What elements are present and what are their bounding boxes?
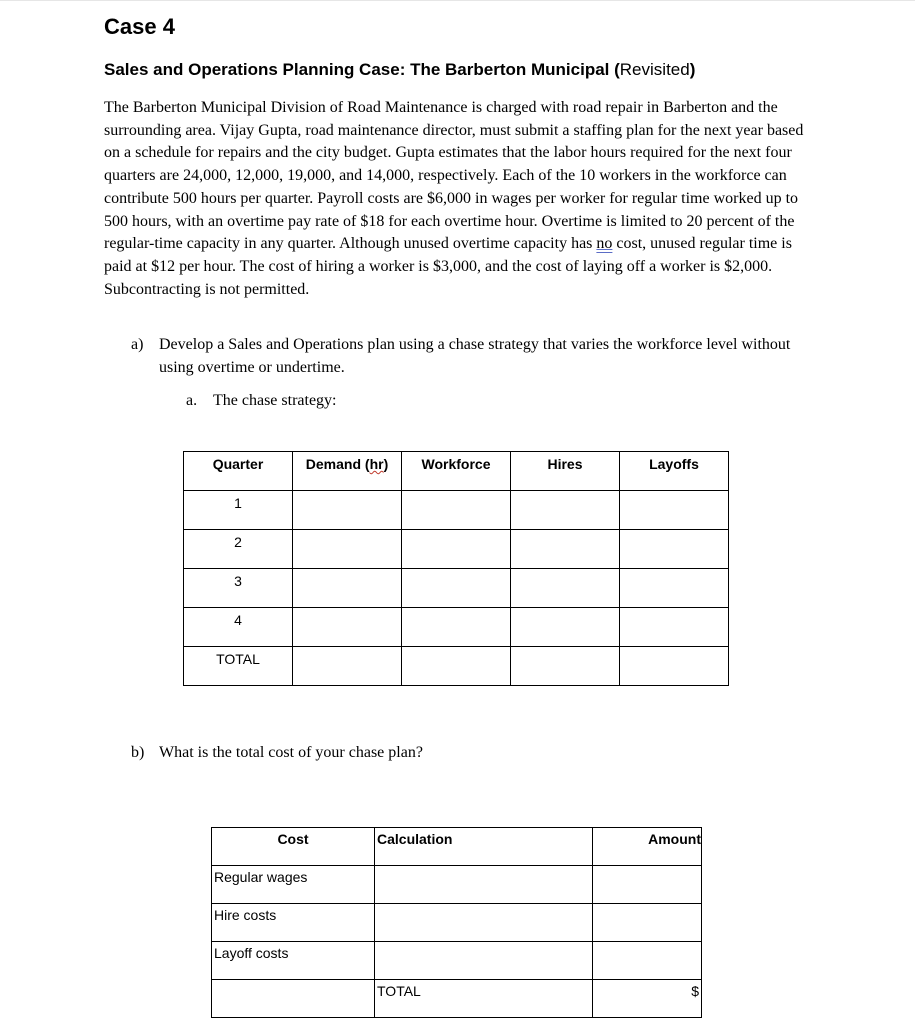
header-amount: Amount <box>593 828 702 866</box>
table-row <box>184 491 729 530</box>
sub-a-text: The chase strategy: <box>213 392 337 409</box>
demand-prefix: Demand ( <box>305 456 370 472</box>
empty-cost-cell <box>212 980 375 1018</box>
demand-unit: hr <box>369 456 384 472</box>
chase-strategy-table <box>183 451 729 686</box>
paragraph-part2: cost, unused regular time is paid at $12 per hour. The cost of hiring a worker is $3,000, and the cost of laying off a worker is $2,000. Subcontracting is not permitted. <box>104 235 792 298</box>
question-a <box>131 334 791 379</box>
layoffs-cell[interactable] <box>620 569 729 608</box>
workforce-cell[interactable] <box>402 491 511 530</box>
layoffs-cell[interactable] <box>620 608 729 647</box>
workforce-cell[interactable] <box>402 569 511 608</box>
quarter-cell: 2 <box>184 530 293 569</box>
table-header-row <box>184 452 729 491</box>
hires-cell[interactable] <box>511 569 620 608</box>
hires-total-cell[interactable] <box>511 647 620 686</box>
subtitle-open-paren: ( <box>614 60 620 79</box>
cost-header-row <box>212 828 702 866</box>
dollar-sign: $ <box>691 983 699 999</box>
table-total-row <box>184 647 729 686</box>
paragraph-underlined-word: no <box>596 235 613 253</box>
top-divider <box>0 0 915 1</box>
header-layoffs: Layoffs <box>620 452 729 491</box>
table-row <box>184 530 729 569</box>
hires-cell[interactable] <box>511 530 620 569</box>
demand-cell[interactable] <box>293 491 402 530</box>
subtitle-close-paren: ) <box>689 60 696 79</box>
header-quarter: Quarter <box>184 452 293 491</box>
case-subtitle <box>104 60 695 80</box>
quarter-cell: 3 <box>184 569 293 608</box>
layoffs-cell[interactable] <box>620 491 729 530</box>
cost-table <box>211 827 702 1018</box>
header-demand <box>293 452 402 491</box>
total-label-cell: TOTAL <box>375 980 593 1018</box>
cost-label-cell: Hire costs <box>212 904 375 942</box>
table-row <box>184 608 729 647</box>
sub-question-a <box>186 392 337 410</box>
demand-cell[interactable] <box>293 530 402 569</box>
case-paragraph <box>104 97 816 301</box>
cost-row <box>212 942 702 980</box>
cost-row <box>212 866 702 904</box>
hires-cell[interactable] <box>511 491 620 530</box>
workforce-cell[interactable] <box>402 530 511 569</box>
hires-cell[interactable] <box>511 608 620 647</box>
cost-total-row <box>212 980 702 1018</box>
quarter-cell: 1 <box>184 491 293 530</box>
workforce-total-cell[interactable] <box>402 647 511 686</box>
amount-cell[interactable] <box>593 904 702 942</box>
cost-label-cell: Regular wages <box>212 866 375 904</box>
subtitle-revisited: Revisited <box>619 60 690 79</box>
case-title: Case 4 <box>104 14 175 39</box>
sub-a-marker: a. <box>186 392 198 409</box>
layoffs-cell[interactable] <box>620 530 729 569</box>
question-b-text: What is the total cost of your chase plan? <box>159 744 423 761</box>
demand-total-cell[interactable] <box>293 647 402 686</box>
amount-cell[interactable] <box>593 866 702 904</box>
demand-cell[interactable] <box>293 608 402 647</box>
subtitle-main: Sales and Operations Planning Case: The Barberton Municipal <box>104 60 615 79</box>
question-b <box>131 744 423 762</box>
demand-suffix: ) <box>383 456 389 472</box>
layoffs-total-cell[interactable] <box>620 647 729 686</box>
header-calculation: Calculation <box>375 828 593 866</box>
header-cost: Cost <box>212 828 375 866</box>
cost-label-cell: Layoff costs <box>212 942 375 980</box>
question-a-marker: a) <box>131 336 144 353</box>
header-hires: Hires <box>511 452 620 491</box>
table-row <box>184 569 729 608</box>
question-a-text: Develop a Sales and Operations plan using a chase strategy that varies the workforce level without using overtime or undertime. <box>159 336 791 376</box>
quarter-cell: 4 <box>184 608 293 647</box>
paragraph-part1: The Barberton Municipal Division of Road Maintenance is charged with road repair in Barberton and the surrounding area. Vijay Gupta, road maintenance director, must submit a staffing plan for the next year based on a schedule for repairs and the city budget. Gupta estimates that the labor hours required for the next four quarters are 24,000, 12,000, 19,000, and 14,000, respectively. Each of the 10 workers in the workforce can contribute 500 hours per quarter. Payroll costs are $6,000 in wages per worker for regular time worked up to 500 hours, with an overtime pay rate of $18 for each overtime hour. Overtime is limited to 20 percent of the regular-time capacity in any quarter. Although unused overtime capacity has <box>104 99 804 253</box>
calculation-cell[interactable] <box>375 904 593 942</box>
demand-cell[interactable] <box>293 569 402 608</box>
question-b-marker: b) <box>131 744 145 761</box>
workforce-cell[interactable] <box>402 608 511 647</box>
calculation-cell[interactable] <box>375 866 593 904</box>
amount-cell[interactable] <box>593 942 702 980</box>
total-label-cell: TOTAL <box>184 647 293 686</box>
calculation-cell[interactable] <box>375 942 593 980</box>
total-amount-cell[interactable] <box>593 980 702 1018</box>
header-workforce: Workforce <box>402 452 511 491</box>
cost-row <box>212 904 702 942</box>
